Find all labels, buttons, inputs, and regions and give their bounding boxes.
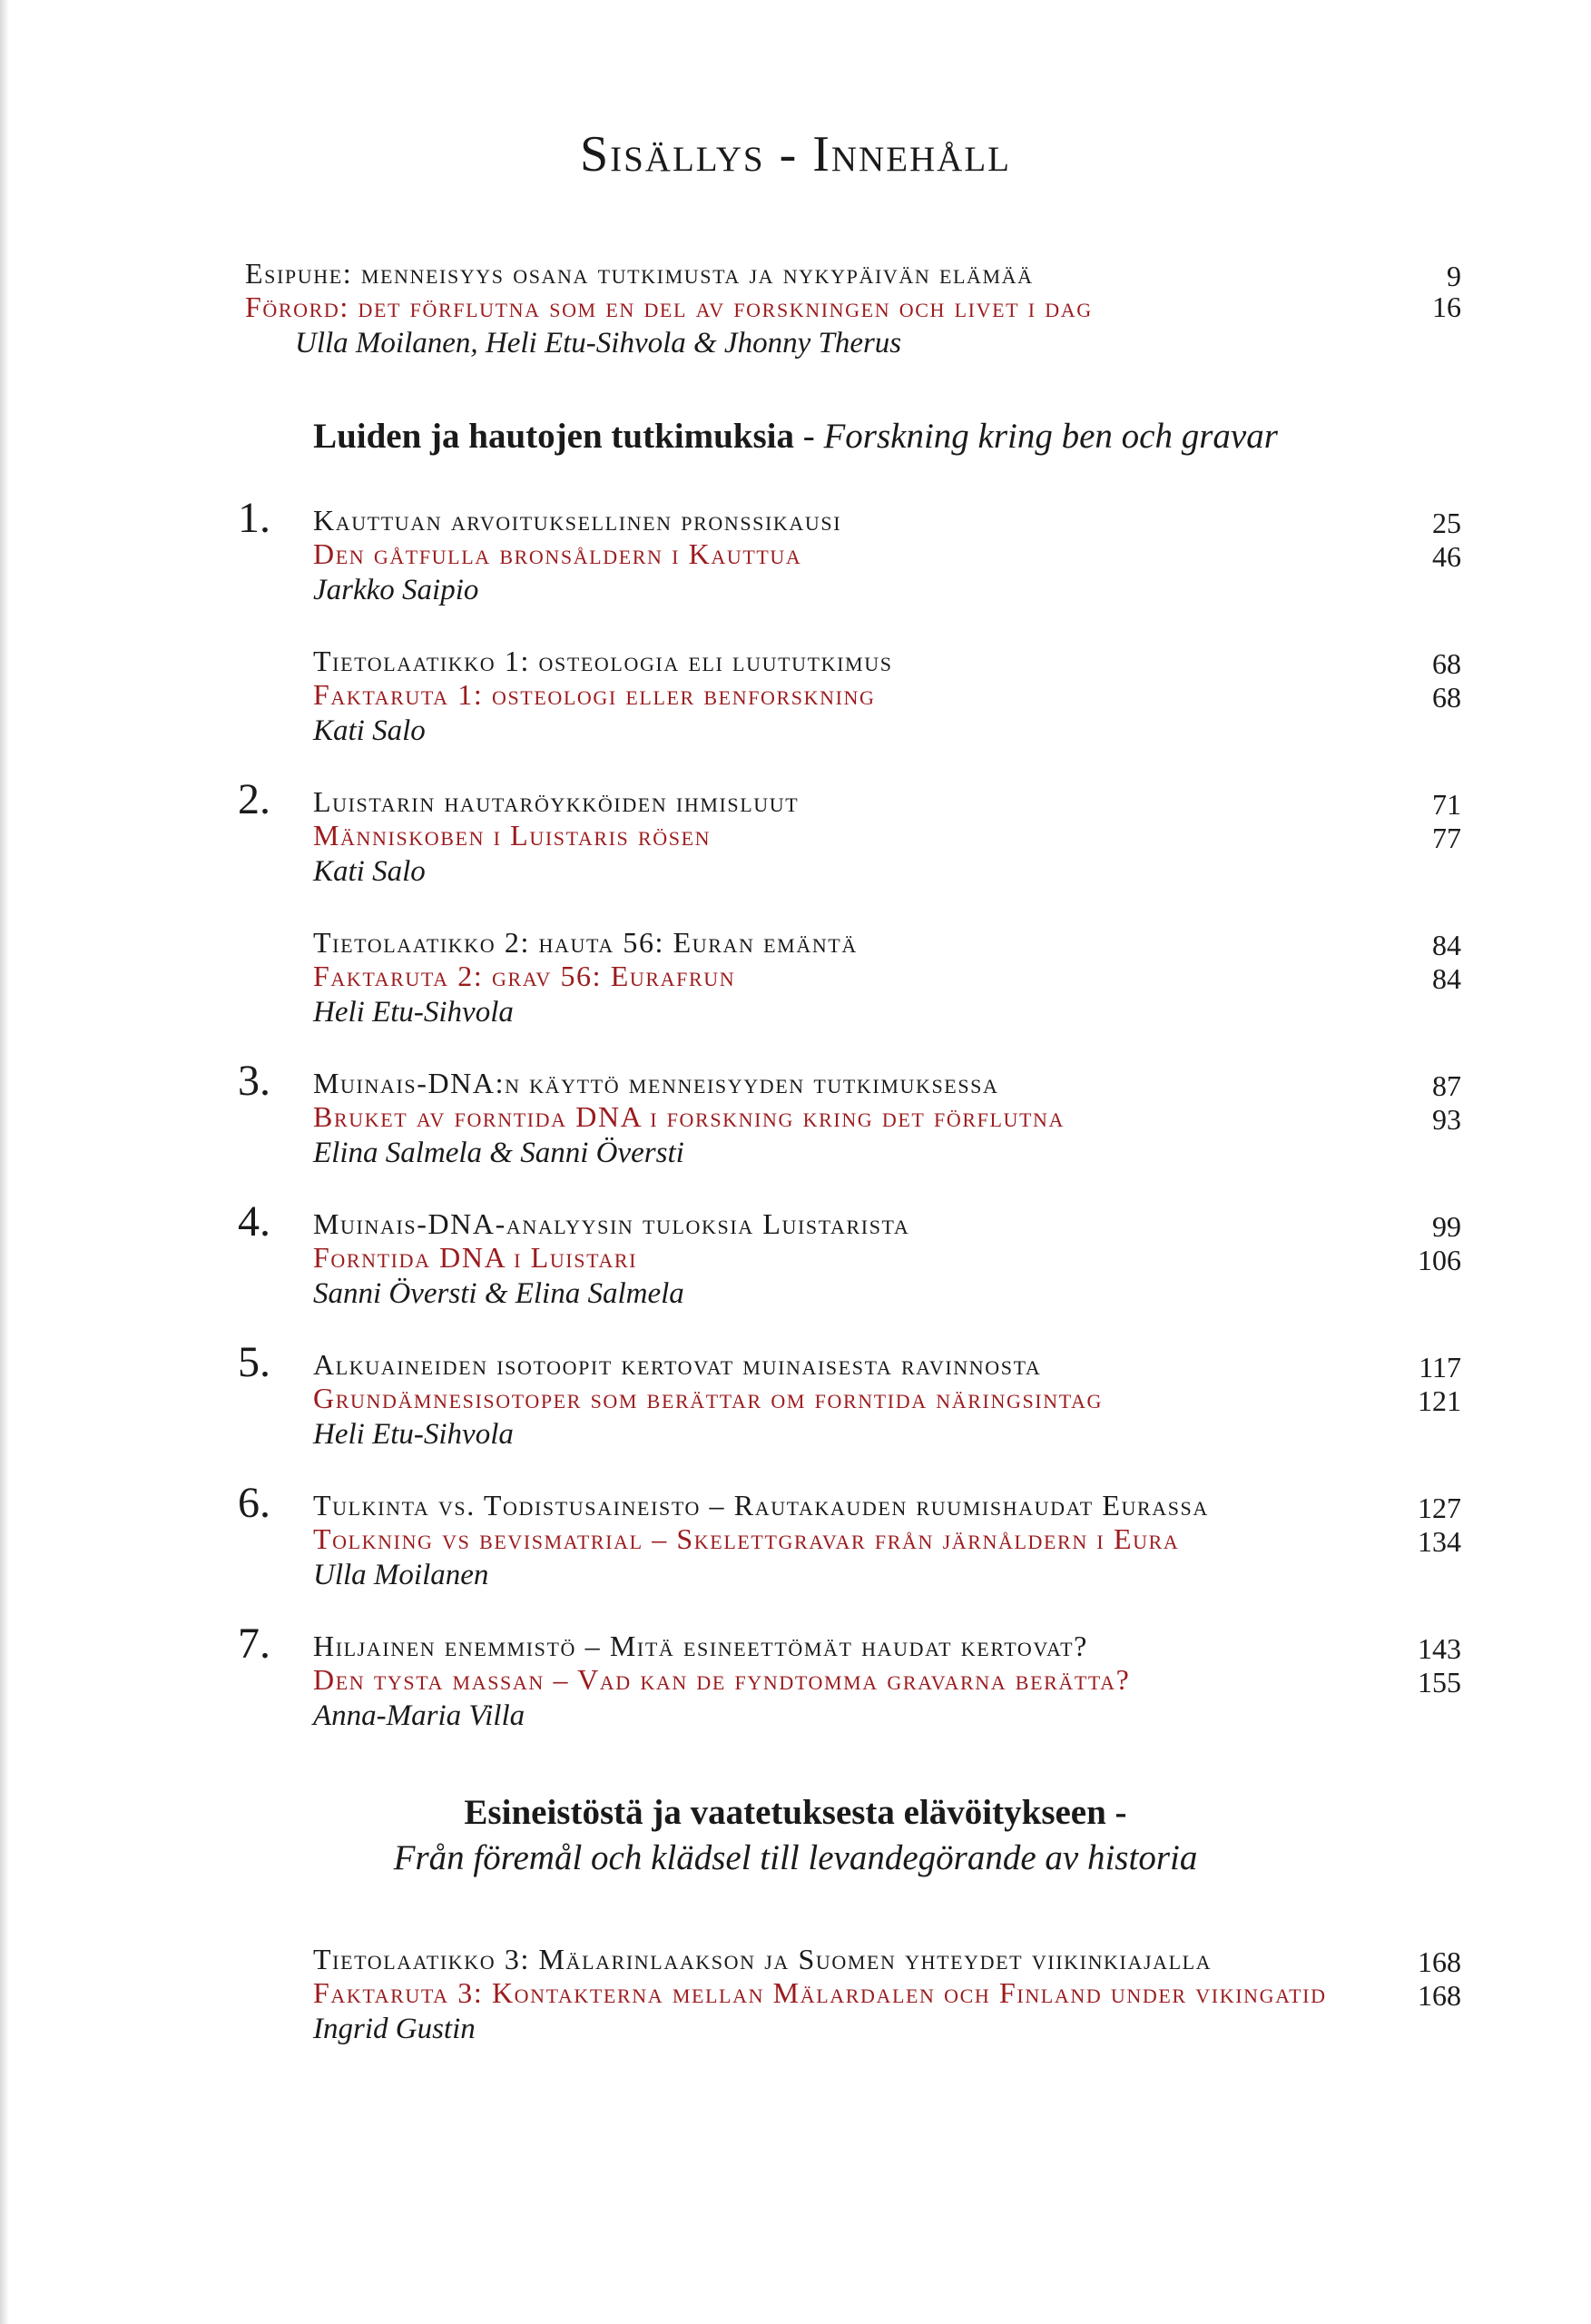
chapter-number: 2. xyxy=(238,775,270,823)
entry-page-fi[interactable]: 143 xyxy=(1418,1632,1461,1665)
preface-title-sv[interactable]: Förord: det förflutna som en del av forskningen och livet i dag xyxy=(245,290,1093,323)
entry-title-fi[interactable]: Alkuaineiden isotoopit kertovat muinaisesta ravinnosta xyxy=(313,1348,1042,1381)
entry-title-fi[interactable]: Tietolaatikko 3: Mälarinlaakson ja Suomen yhteydet viikinkiajalla xyxy=(313,1943,1213,1975)
entry-title-sv[interactable]: Faktaruta 1: osteologi eller benforskning xyxy=(313,678,876,711)
entry-page-sv[interactable]: 84 xyxy=(1432,962,1461,995)
entry-page-sv[interactable]: 106 xyxy=(1418,1244,1461,1276)
chapter-number: 3. xyxy=(238,1057,270,1105)
entry-page-sv[interactable]: 168 xyxy=(1418,1979,1461,2012)
preface-page-fi[interactable]: 9 xyxy=(1447,260,1461,292)
entry-title-sv[interactable]: Grundämnesisotoper som berättar om forntida näringsintag xyxy=(313,1382,1103,1414)
entry-authors: Ingrid Gustin xyxy=(313,2013,476,2045)
entry-authors: Heli Etu-Sihvola xyxy=(313,996,514,1029)
section-heading-2-fi-line xyxy=(0,1792,1591,1833)
section-heading-1 xyxy=(0,416,1591,457)
entry-title-sv[interactable]: Faktaruta 3: Kontakterna mellan Mälardalen och Finland under vikingatid xyxy=(313,1976,1327,2009)
entry-authors: Ulla Moilanen xyxy=(313,1559,489,1591)
entry-authors: Elina Salmela & Sanni Översti xyxy=(313,1137,684,1169)
section-heading-1-separator: - xyxy=(793,417,824,456)
entry-authors: Sanni Översti & Elina Salmela xyxy=(313,1277,684,1310)
entry-authors: Kati Salo xyxy=(313,714,426,747)
entry-title-fi[interactable]: Hiljainen enemmistö – Mitä esineettömät haudat kertovat? xyxy=(313,1630,1088,1662)
entry-title-sv[interactable]: Faktaruta 2: grav 56: Eurafrun xyxy=(313,960,736,992)
entry-title-sv[interactable]: Människoben i Luistaris rösen xyxy=(313,819,712,852)
entry-page-sv[interactable]: 68 xyxy=(1432,681,1461,714)
entry-page-sv[interactable]: 134 xyxy=(1418,1525,1461,1558)
entry-authors: Heli Etu-Sihvola xyxy=(313,1418,514,1451)
section-heading-2-sv: Från föremål och klädsel till levandegörande av historia xyxy=(393,1838,1198,1877)
entry-page-fi[interactable]: 68 xyxy=(1432,647,1461,680)
entry-title-fi[interactable]: Muinais-DNA-analyysin tuloksia Luistarista xyxy=(313,1207,910,1240)
entry-page-fi[interactable]: 99 xyxy=(1432,1210,1461,1243)
entry-authors: Jarkko Saipio xyxy=(313,574,479,606)
entry-page-fi[interactable]: 117 xyxy=(1419,1351,1461,1384)
section-heading-2-sv-line xyxy=(0,1837,1591,1878)
entry-title-fi[interactable]: Tulkinta vs. Todistusaineisto – Rautakauden ruumishaudat Eurassa xyxy=(313,1489,1209,1521)
entry-title-fi[interactable]: Tietolaatikko 1: osteologia eli luututkimus xyxy=(313,645,893,677)
entry-page-sv[interactable]: 77 xyxy=(1432,822,1461,854)
page-edge-shadow xyxy=(0,0,9,2324)
chapter-number: 4. xyxy=(238,1197,270,1246)
section-heading-2-fi: Esineistöstä ja vaatetuksesta elävöitykseen - xyxy=(464,1793,1127,1832)
entry-page-fi[interactable]: 84 xyxy=(1432,929,1461,961)
entry-title-fi[interactable]: Muinais-DNA:n käyttö menneisyyden tutkimuksessa xyxy=(313,1067,999,1099)
chapter-number: 7. xyxy=(238,1620,270,1668)
preface-title-fi[interactable]: Esipuhe: menneisyys osana tutkimusta ja nykypäivän elämää xyxy=(245,257,1034,290)
entry-authors: Anna-Maria Villa xyxy=(313,1699,525,1732)
section-heading-1-sv: Forskning kring ben och gravar xyxy=(823,417,1278,456)
entry-authors: Kati Salo xyxy=(313,855,426,888)
entry-page-fi[interactable]: 127 xyxy=(1418,1492,1461,1524)
entry-page-fi[interactable]: 168 xyxy=(1418,1945,1461,1978)
entry-title-sv[interactable]: Tolkning vs bevismatrial – Skelettgravar från järnåldern i Eura xyxy=(313,1522,1180,1555)
entry-page-sv[interactable]: 155 xyxy=(1418,1666,1461,1699)
entry-title-sv[interactable]: Bruket av forntida DNA i forskning kring det förflutna xyxy=(313,1100,1066,1133)
chapter-number: 1. xyxy=(238,494,270,542)
entry-page-sv[interactable]: 121 xyxy=(1418,1384,1461,1417)
entry-page-fi[interactable]: 25 xyxy=(1432,507,1461,539)
entry-title-fi[interactable]: Kauttuan arvoituksellinen pronssikausi xyxy=(313,504,842,537)
entry-title-fi[interactable]: Tietolaatikko 2: hauta 56: Euran emäntä xyxy=(313,926,858,959)
preface-authors: Ulla Moilanen, Heli Etu-Sihvola & Jhonny Therus xyxy=(295,327,902,359)
entry-page-sv[interactable]: 93 xyxy=(1432,1103,1461,1136)
entry-title-sv[interactable]: Forntida DNA i Luistari xyxy=(313,1241,638,1274)
preface-page-sv[interactable]: 16 xyxy=(1432,290,1461,323)
entry-page-fi[interactable]: 87 xyxy=(1432,1069,1461,1102)
chapter-number: 6. xyxy=(238,1479,270,1527)
page-title: Sisällys - Innehåll xyxy=(579,126,1011,182)
entry-title-fi[interactable]: Luistarin hautaröykköiden ihmisluut xyxy=(313,785,800,818)
section-heading-1-fi: Luiden ja hautojen tutkimuksia xyxy=(313,417,794,456)
chapter-number: 5. xyxy=(238,1338,270,1386)
entry-title-sv[interactable]: Den gåtfulla bronsåldern i Kauttua xyxy=(313,537,802,570)
entry-page-sv[interactable]: 46 xyxy=(1432,540,1461,573)
entry-title-sv[interactable]: Den tysta massan – Vad kan de fyndtomma gravarna berätta? xyxy=(313,1663,1131,1696)
entry-page-fi[interactable]: 71 xyxy=(1432,788,1461,821)
